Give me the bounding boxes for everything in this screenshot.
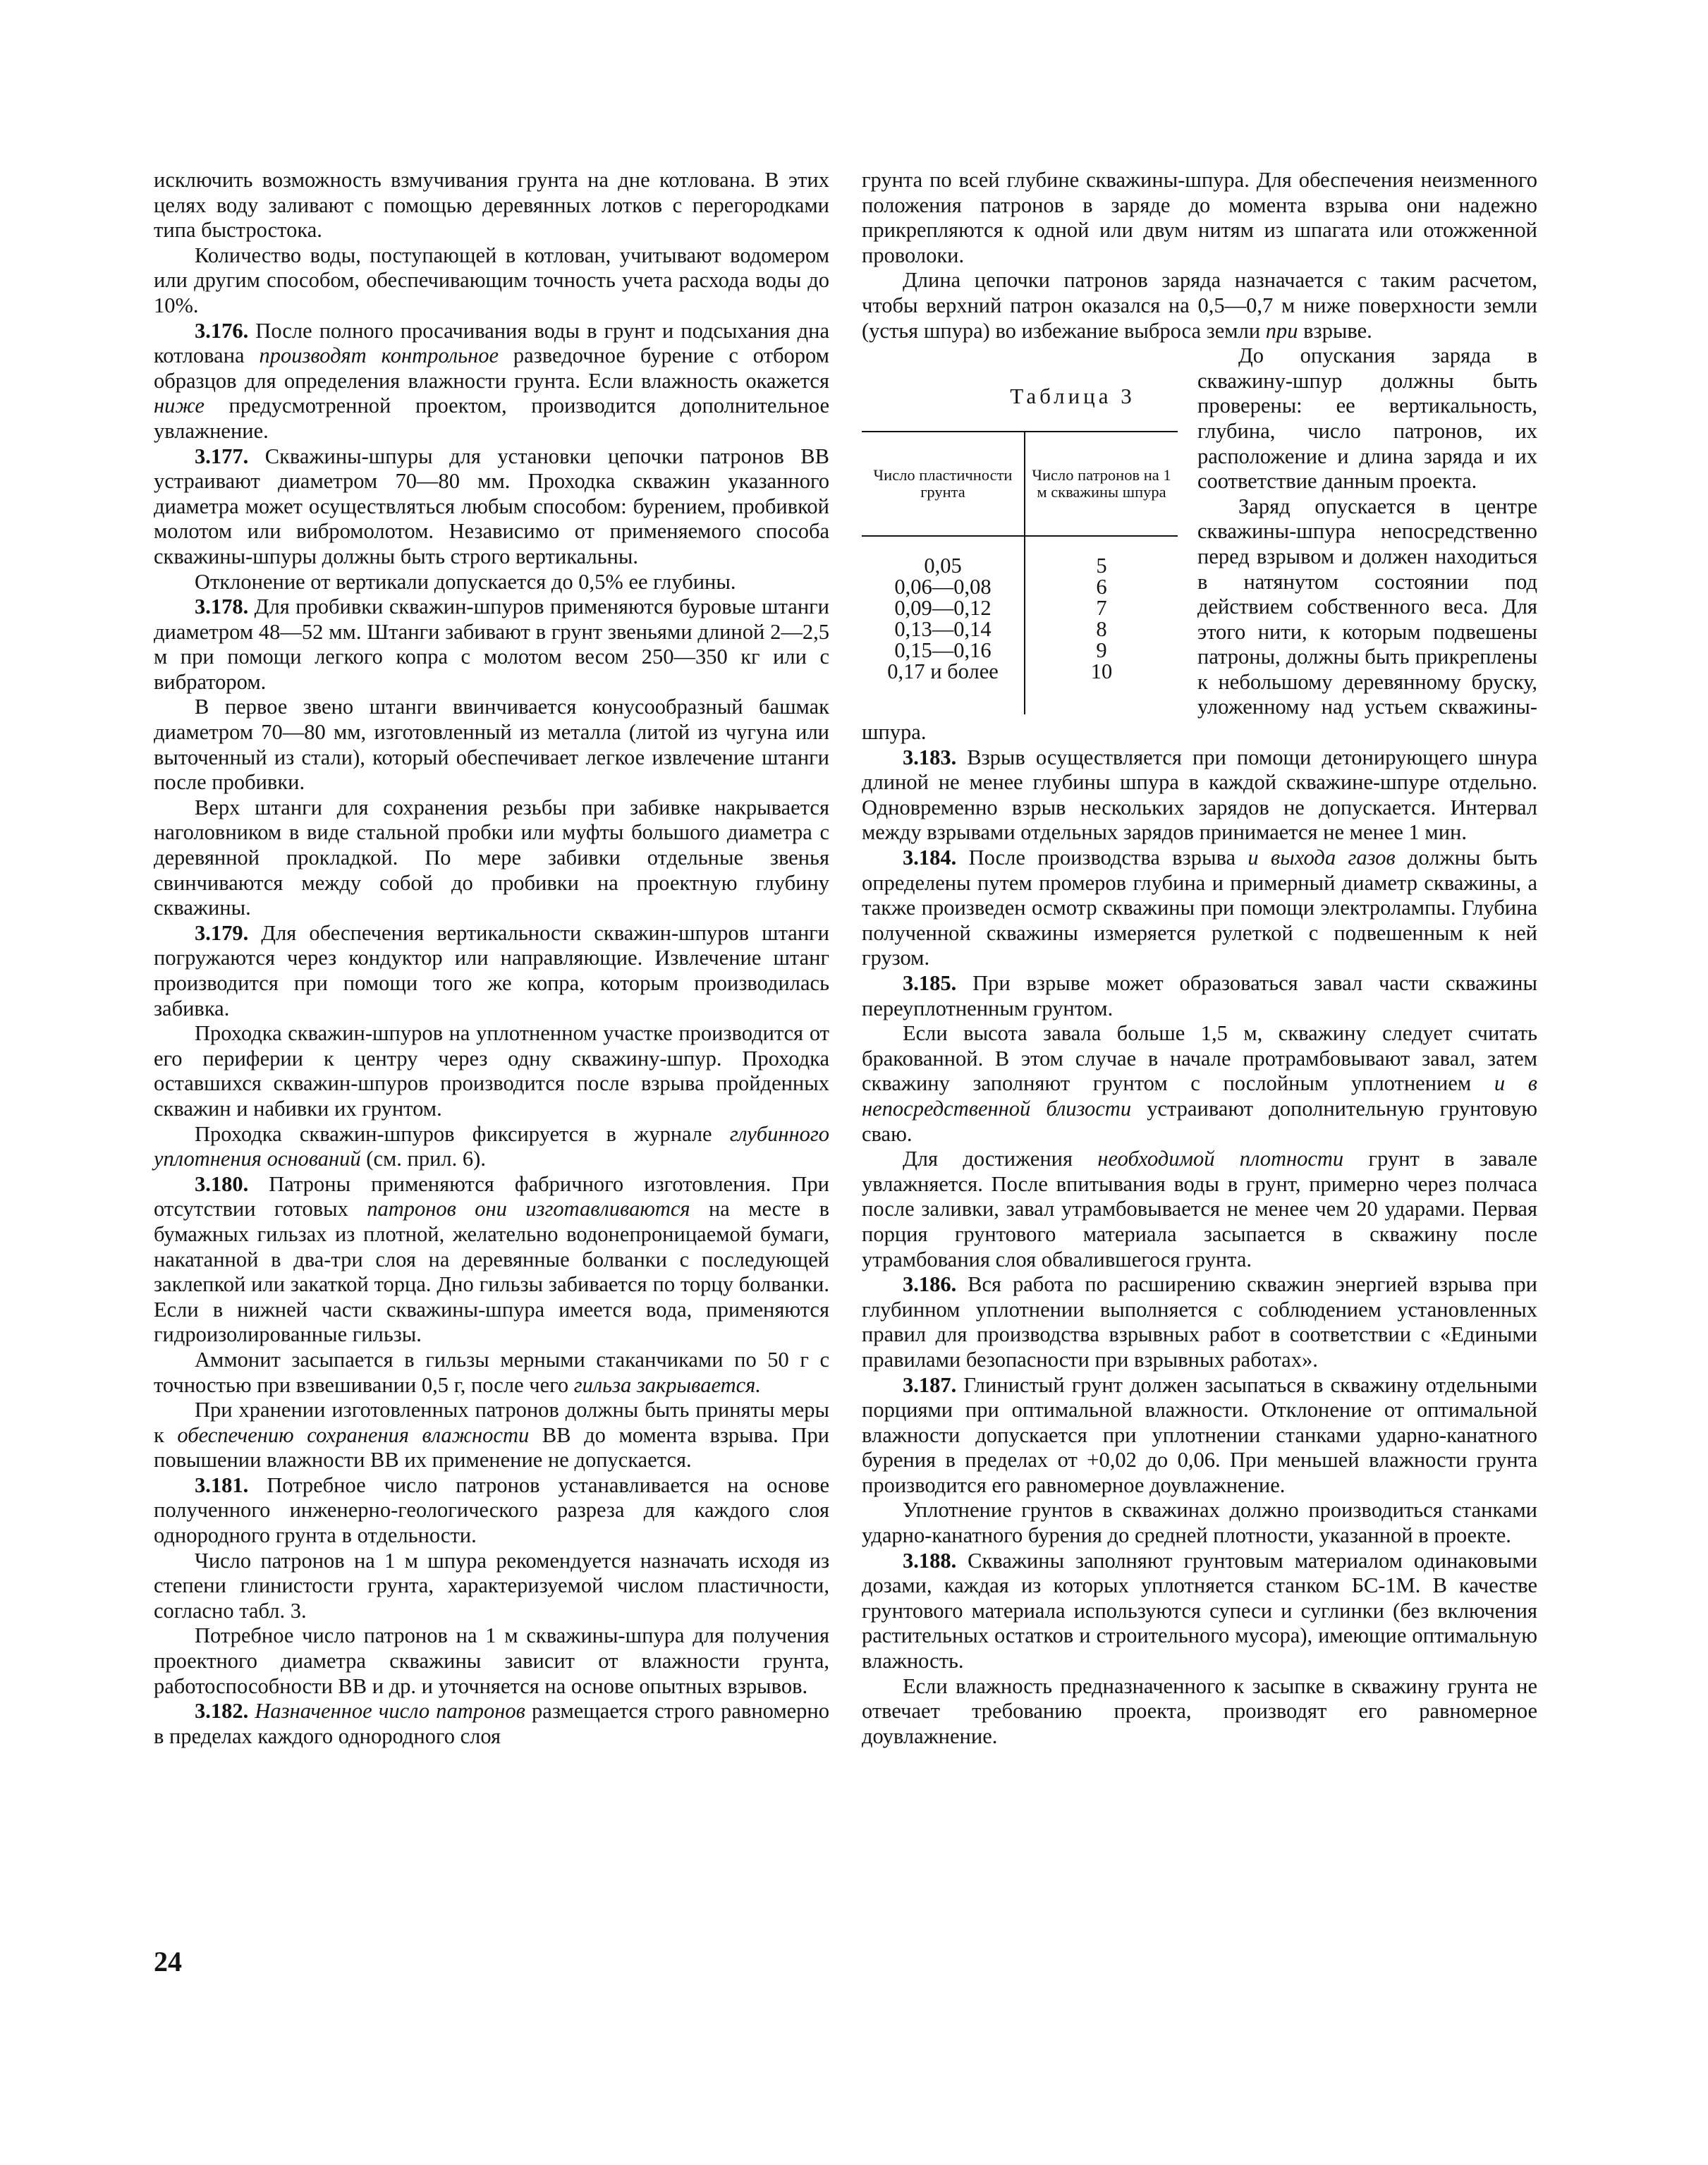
section-number: 3.177. bbox=[195, 444, 249, 468]
section-number: 3.184. bbox=[903, 846, 957, 870]
table-3 bbox=[862, 343, 1178, 714]
page-number: 24 bbox=[154, 1946, 182, 1977]
section-3-177: 3.177. Скважины-шпуры для установки цепочки патронов ВВ устраивают диаметром 70—80 мм. Проходка скважин указанного диаметра может осуществляться любым способом: бурением, пробивкой молотом или вибромолотом. Независимо от применяемого способа скважины-шпуры должны быть строго вертикальны. bbox=[154, 444, 829, 568]
section-number: 3.180. bbox=[195, 1171, 249, 1196]
paragraph: Если влажность предназначенного к засыпке в скважину грунта не отвечает требованию проекта, производят его равномерное доувлажнение. bbox=[862, 1673, 1537, 1748]
paragraph: В первое звено штанги ввинчивается конусообразный башмак диаметром 70—80 мм, изготовленный из металла (литой из чугуна или выточенный из стали), который обеспечивает легкое извлечение штанги после пробивки. bbox=[154, 695, 829, 795]
plasticity-table bbox=[862, 431, 1178, 714]
paragraph: Длина цепочки патронов заряда назначается с таким расчетом, чтобы верхний патрон оказался на 0,5—0,7 м ниже поверхности земли (устья шпура) во избежание выброса земли при взрыве. bbox=[862, 268, 1537, 343]
section-number: 3.183. bbox=[903, 745, 957, 769]
section-number: 3.185. bbox=[903, 971, 957, 995]
paragraph: Если высота завала больше 1,5 м, скважину следует считать бракованной. В этом случае в начале протрамбовывают завал, затем скважину заполняют грунтом с послойным уплотнением и в непосредственной близости устраивают дополнительную грунтовую сваю. bbox=[862, 1021, 1537, 1146]
paragraph: Проходка скважин-шпуров фиксируется в журнале глубинного уплотнения оснований (см. прил. 6). bbox=[154, 1121, 829, 1171]
section-3-188: 3.188. Скважины заполняют грунтовым материалом одинаковыми дозами, каждая из которых уплотняется станком БС-1М. В качестве грунтового материала используются супеси и суглинки (без включения растительных остатков и строительного мусора), имеющие оптимальную влажность. bbox=[862, 1548, 1537, 1673]
section-number: 3.181. bbox=[195, 1472, 249, 1497]
section-3-187: 3.187. Глинистый грунт должен засыпаться в скважину отдельными порциями при оптимальной влажности. Отклонение от оптимальной влажности допускается при уплотнении станками ударно-канатного бурения в пределах от +0,02 до 0,06. При меньшей влажности грунта производится его равномерное доувлажнение. bbox=[862, 1372, 1537, 1497]
paragraph: Уплотнение грунтов в скважинах должно производиться станками ударно-канатного бурения до средней плотности, указанной в проекте. bbox=[862, 1498, 1537, 1548]
paragraph: Верх штанги для сохранения резьбы при забивке накрывается наголовником в виде стальной пробки или муфты большого диаметра с деревянной прокладкой. По мере забивки отдельные звенья свинчиваются между собой до пробивки на проектную глубину скважины. bbox=[154, 795, 829, 920]
table-row: 0,15—0,16 9 bbox=[862, 640, 1178, 661]
paragraph: Для достижения необходимой плотности грунт в завале увлажняется. После впитывания воды в грунт, примерно через полчаса после заливки, завал утрамбовывается не менее чем 20 ударами. Первая порция грунтового материала засыпается в скважину после утрамбования слоя обвалившегося грунта. bbox=[862, 1147, 1537, 1271]
section-3-181: 3.181. Потребное число патронов устанавливается на основе полученного инженерно-геологического разреза для каждого слоя однородного грунта в отдельности. bbox=[154, 1472, 829, 1548]
paragraph: Количество воды, поступающей в котлован, учитывают водомером или другим способом, обеспечивающим точность учета расхода воды до 10%. bbox=[154, 243, 829, 317]
paragraph: грунта по всей глубине скважины-шпура. Для обеспечения неизменного положения патронов в заряде до момента взрыва они надежно прикрепляются к одной или двум нитям из шпагата или отожженной проволоки. bbox=[862, 168, 1537, 267]
paragraph: исключить возможность взмучивания грунта на дне котлована. В этих целях воду заливают с помощью деревянных лотков с перегородками типа быстростока. bbox=[154, 168, 829, 243]
paragraph: Число патронов на 1 м шпура рекомендуется назначать исходя из степени глинистости грунта, характеризуемой числом пластичности, согласно табл. 3. bbox=[154, 1548, 829, 1623]
section-number: 3.178. bbox=[195, 594, 249, 619]
section-3-185: 3.185. При взрыве может образоваться завал части скважины переуплотненным грунтом. bbox=[862, 971, 1537, 1020]
paragraph: До опускания заряда в скважину-шпур должны быть проверены: ее вертикальность, глубина, число патронов, их расположение и длина заряда и их соответствие данным проекта. bbox=[1197, 343, 1537, 494]
table-row: 0,17 и более 10 bbox=[862, 661, 1178, 714]
paragraph: Проходка скважин-шпуров на уплотненном участке производится от его периферии к центру через одну скважину-шпур. Проходка оставшихся скважин-шпуров производится после взрыва пройденных скважин и набивки их грунтом. bbox=[154, 1021, 829, 1121]
table-row: 0,06—0,08 6 bbox=[862, 576, 1178, 597]
table-row: 0,05 5 bbox=[862, 536, 1178, 576]
section-number: 3.182. bbox=[195, 1699, 249, 1724]
section-3-180: 3.180. Патроны применяются фабричного изготовления. При отсутствии готовых патронов они изготавливаются на месте в бумажных гильзах из плотной, желательно водонепроницаемой бумаги, накатанной в два-три слоя на деревянные болванки с последующей заклепкой или закаткой торца. Дно гильзы забивается по торцу болванки. Если в нижней части скважины-шпура имеется вода, применяются гидроизолированные гильзы. bbox=[154, 1171, 830, 1347]
paragraph: При хранении изготовленных патронов должны быть приняты меры к обеспечению сохранения влажности ВВ до момента взрыва. При повышении влажности ВВ их применение не допускается. bbox=[154, 1398, 829, 1472]
table-title: Таблица 3 bbox=[1010, 384, 1135, 409]
section-3-182: 3.182. Назначенное число патронов размещается строго равномерно в пределах каждого однородного слоя bbox=[154, 1699, 829, 1748]
paragraph: Аммонит засыпается в гильзы мерными стаканчиками по 50 г с точностью при взвешивании 0,5 г, после чего гильза закрывается. bbox=[154, 1347, 829, 1397]
left-column bbox=[154, 168, 829, 1749]
table-row: 0,09—0,12 7 bbox=[862, 597, 1178, 618]
section-number: 3.188. bbox=[903, 1548, 957, 1573]
section-3-176: 3.176. После полного просачивания воды в грунт и подсыхания дна котлована производят контрольное разведочное бурение с отбором образцов для определения влажности грунта. Если влажность окажется ниже предусмотренной проектом, производится дополнительное увлажнение. bbox=[154, 318, 829, 443]
table-row: 0,13—0,14 8 bbox=[862, 618, 1178, 640]
section-number: 3.179. bbox=[195, 920, 249, 945]
right-column bbox=[862, 168, 1537, 1749]
paragraph: Потребное число патронов на 1 м скважины-шпура для получения проектного диаметра скважины зависит от влажности грунта, работоспособности ВВ и др. и уточняется на основе опытных взрывов. bbox=[154, 1623, 829, 1698]
column-header-plasticity: Число пластичности грунта bbox=[862, 432, 1025, 536]
section-number: 3.176. bbox=[195, 318, 249, 343]
section-3-184: 3.184. После производства взрыва и выхода газов должны быть определены путем промеров глубина и примерный диаметр скважины, а также произведен осмотр скважины при помощи электролампы. Глубина полученной скважины измеряется рулеткой с подвешенным к ней грузом. bbox=[862, 846, 1537, 970]
column-header-cartridges: Число патронов на 1 м скважины шпура bbox=[1025, 432, 1178, 536]
section-3-178: 3.178. Для пробивки скважин-шпуров применяются буровые штанги диаметром 48—52 мм. Штанги забивают в грунт звеньями длиной 2—2,5 м при помощи легкого копра с молотом весом 250—350 кг или с вибратором. bbox=[154, 594, 829, 694]
paragraph: Заряд опускается в центре скважины-шпура непосредственно перед взрывом и должен находиться в натянутом состоянии под действием собственного веса. Для этого нити, к которым подвешены патроны, должны быть прикреплены к небольшому деревянному бруску, уложенному над устьем скважины-шпура. bbox=[862, 494, 1537, 745]
section-number: 3.187. bbox=[903, 1372, 957, 1397]
section-number: 3.186. bbox=[903, 1272, 957, 1297]
section-3-179: 3.179. Для обеспечения вертикальности скважин-шпуров штанги погружаются через кондуктор или направляющие. Извлечение штанг производится при помощи того же копра, которым производилась забивка. bbox=[154, 920, 829, 1020]
paragraph: Отклонение от вертикали допускается до 0,5% ее глубины. bbox=[195, 569, 736, 594]
section-3-183: 3.183. Взрыв осуществляется при помощи детонирующего шнура длиной не менее глубины шпура в каждой скважине-шпуре отдельно. Одновременно взрыв нескольких зарядов не допускается. Интервал между взрывами отдельных зарядов принимается не менее 1 мин. bbox=[862, 745, 1537, 845]
section-3-186: 3.186. Вся работа по расширению скважин энергией взрыва при глубинном уплотнении выполняется с соблюдением установленных правил для производства взрывных работ в соответствии с «Едиными правилами безопасности при взрывных работах». bbox=[862, 1272, 1537, 1372]
